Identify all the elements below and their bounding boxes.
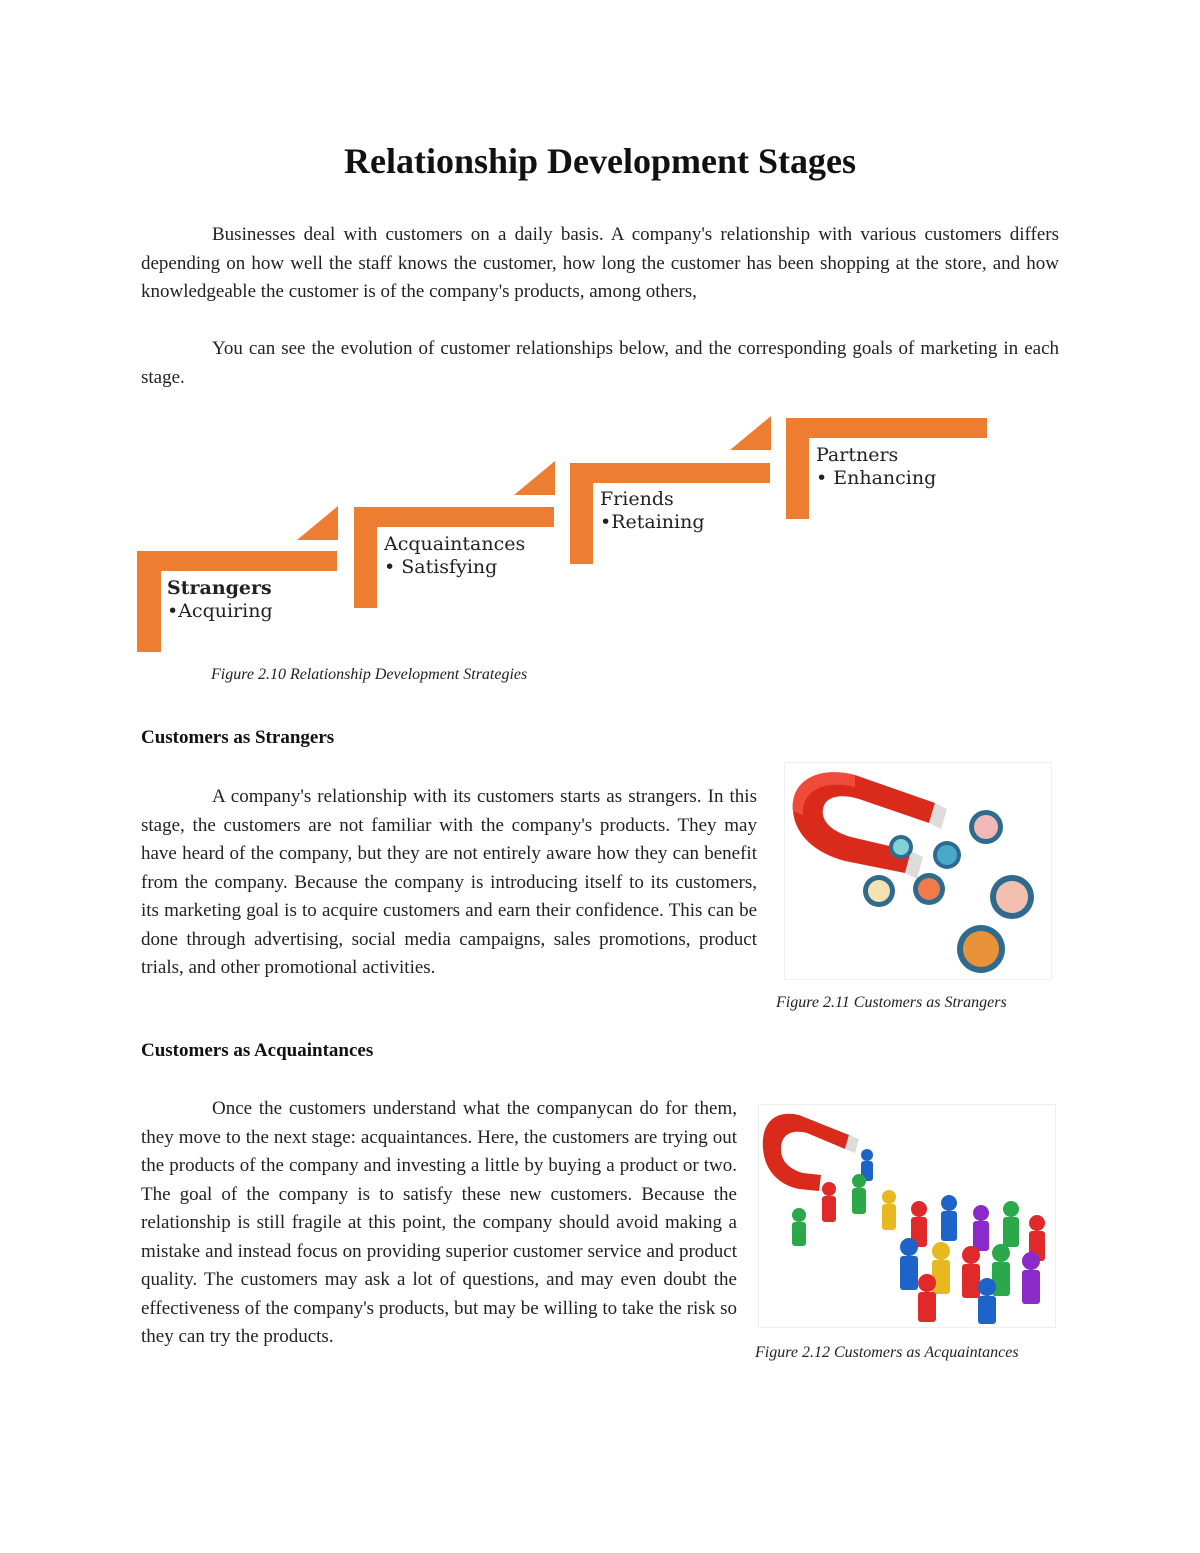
person-icons: [863, 810, 1034, 973]
stage-partners-top-bar: [786, 418, 987, 438]
section-heading-acquaintances: Customers as Acquaintances: [141, 1040, 374, 1061]
section-heading-strangers: Customers as Strangers: [141, 727, 335, 748]
stage-acquaintances-label: [384, 533, 525, 579]
stage-friends-left-bar: [570, 463, 593, 564]
stage-goal: •Retaining: [600, 511, 705, 533]
acquaintances-paragraph: Once the customers understand what the companycan do for them, they move to the next stage: acquaintances. Here, the customers are trying out the products of the company and investing a little by buying a product or two. The goal of the company is to satisfy these new customers. Because the relationship is still fragile at this point, the company should avoid making a mistake and instead focus on providing superior customer service and product quality. The customers may ask a lot of questions, and may even doubt the effectiveness of the company's products, but may be willing to take the risk so they can try the products.: [141, 1098, 737, 1347]
page-title: Relationship Development Stages: [344, 141, 856, 181]
magnet-crowd-image: [759, 1105, 1055, 1327]
stage-partners-label: [816, 444, 936, 490]
stage-goal: • Enhancing: [816, 467, 937, 489]
intro-paragraph-1: Businesses deal with customers on a daily basis. A company's relationship with various customers differs depending on how well the staff knows the customer, how long the customer has been shopping at the store, and how knowledgeable the customer is of the company's products, among others,: [141, 224, 1059, 302]
stage-acquaintances-arrow-icon: [514, 461, 555, 495]
stage-goal: • Satisfying: [384, 556, 498, 578]
stage-name: Strangers: [167, 577, 272, 599]
figure-magnet-acquaintances: [758, 1104, 1056, 1328]
strangers-paragraph: A company's relationship with its customers starts as strangers. In this stage, the customers are not familiar with the company's products. They may have heard of the company, but they are not entirely aware how they can benefit from the company. Because the company is introducing itself to its customers, its marketing goal is to acquire customers and earn their confidence. This can be done through advertising, social media campaigns, sales promotions, product trials, and other promotional activities.: [141, 786, 757, 978]
stage-name: Acquaintances: [384, 533, 526, 555]
stage-strangers-top-bar: [137, 551, 337, 571]
figure-2-11-caption: Figure 2.11 Customers as Strangers: [776, 994, 1007, 1011]
stage-strangers-left-bar: [137, 551, 161, 652]
stage-acquaintances-top-bar: [354, 507, 554, 527]
stage-friends-arrow-icon: [730, 416, 771, 450]
stage-name: Friends: [600, 488, 674, 510]
stage-acquaintances-left-bar: [354, 507, 377, 608]
stage-strangers-arrow-icon: [297, 506, 338, 540]
intro-paragraph-2: You can see the evolution of customer relationships below, and the corresponding goals of marketing in each stage.: [141, 338, 1059, 388]
stage-friends-top-bar: [570, 463, 770, 483]
stage-name: Partners: [816, 444, 899, 466]
stage-friends-label: [600, 488, 705, 534]
crowd-figures: [792, 1149, 1045, 1324]
stage-partners-left-bar: [786, 418, 809, 519]
figure-magnet-strangers: [784, 762, 1052, 980]
stage-goal: •Acquiring: [167, 600, 273, 622]
stage-strangers-label: [167, 577, 273, 623]
diagram-caption: Figure 2.10 Relationship Development Strategies: [211, 666, 528, 683]
figure-2-12-caption: Figure 2.12 Customers as Acquaintances: [755, 1344, 1019, 1361]
magnet-attracting-people-image: [785, 763, 1051, 979]
